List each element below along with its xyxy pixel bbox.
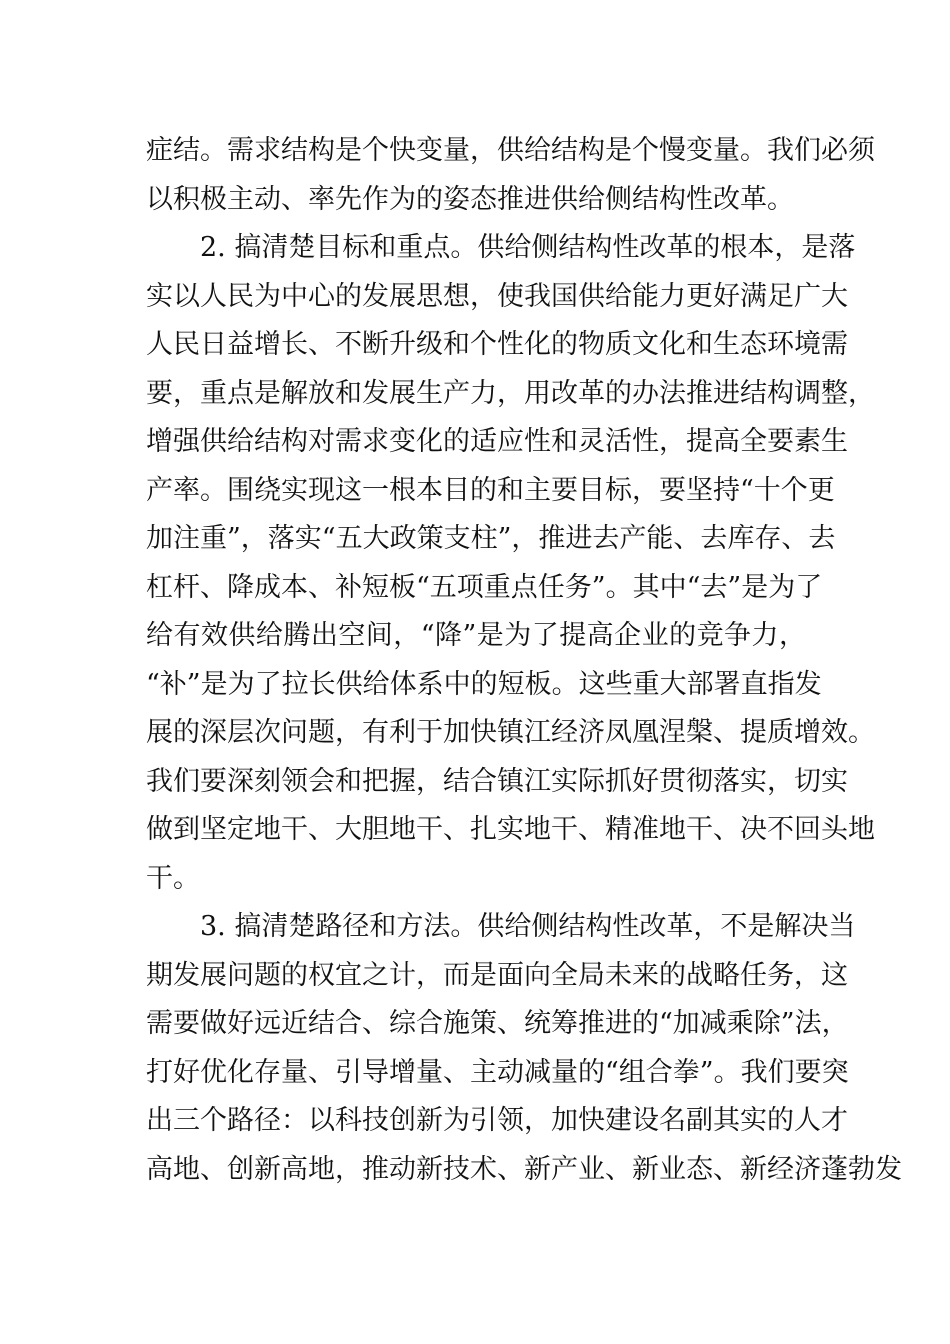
text-line-18: 期发展问题的权宜之计，而是面向全局未来的战略任务，这 <box>146 959 848 991</box>
text-line-11: 给有效供给腾出空间，“降”是为了提高企业的竞争力， <box>146 620 806 651</box>
text-line-12: “补”是为了拉长供给体系中的短板。这些重大部署直指发 <box>146 668 822 700</box>
text-line-17: 3. 搞清楚路径和方法。供给侧结构性改革，不是解决当 <box>200 911 856 942</box>
text-line-22: 高地、创新高地，推动新技术、新产业、新业态、新经济蓬勃发 <box>146 1153 902 1185</box>
text-line-13: 展的深层次问题，有利于加快镇江经济凤凰涅槃、提质增效。 <box>146 717 875 748</box>
text-line-8: 产率。围绕实现这一根本目的和主要目标，要坚持“十个更 <box>146 474 835 506</box>
text-line-9: 加注重”，落实“五大政策支柱”，推进去产能、去库存、去 <box>146 523 836 554</box>
text-line-5: 人民日益增长、不断升级和个性化的物质文化和生态环境需 <box>146 329 848 360</box>
text-line-4: 实以人民为中心的发展思想，使我国供给能力更好满足广大 <box>146 280 848 312</box>
text-line-2: 以积极主动、率先作为的姿态推进供给侧结构性改革。 <box>146 183 794 215</box>
text-line-7: 增强供给结构对需求变化的适应性和灵活性，提高全要素生 <box>146 426 848 457</box>
text-line-21: 出三个路径：以科技创新为引领，加快建设名副其实的人才 <box>146 1105 848 1136</box>
text-line-3: 2. 搞清楚目标和重点。供给侧结构性改革的根本，是落 <box>200 232 856 263</box>
text-line-6: 要，重点是解放和发展生产力，用改革的办法推进结构调整， <box>146 377 875 409</box>
text-line-10: 杠杆、降成本、补短板“五项重点任务”。其中“去”是为了 <box>146 571 823 603</box>
text-line-14: 我们要深刻领会和把握，结合镇江实际抓好贯彻落实，切实 <box>146 765 848 797</box>
text-line-16: 干。 <box>146 862 200 894</box>
text-line-1: 症结。需求结构是个快变量，供给结构是个慢变量。我们必须 <box>146 135 875 166</box>
text-line-19: 需要做好远近结合、综合施策、统筹推进的“加减乘除”法， <box>146 1008 849 1039</box>
text-line-20: 打好优化存量、引导增量、主动减量的“组合拳”。我们要突 <box>146 1056 849 1088</box>
body-text <box>146 127 902 1194</box>
text-line-15: 做到坚定地干、大胆地干、扎实地干、精准地干、决不回头地 <box>146 814 875 845</box>
